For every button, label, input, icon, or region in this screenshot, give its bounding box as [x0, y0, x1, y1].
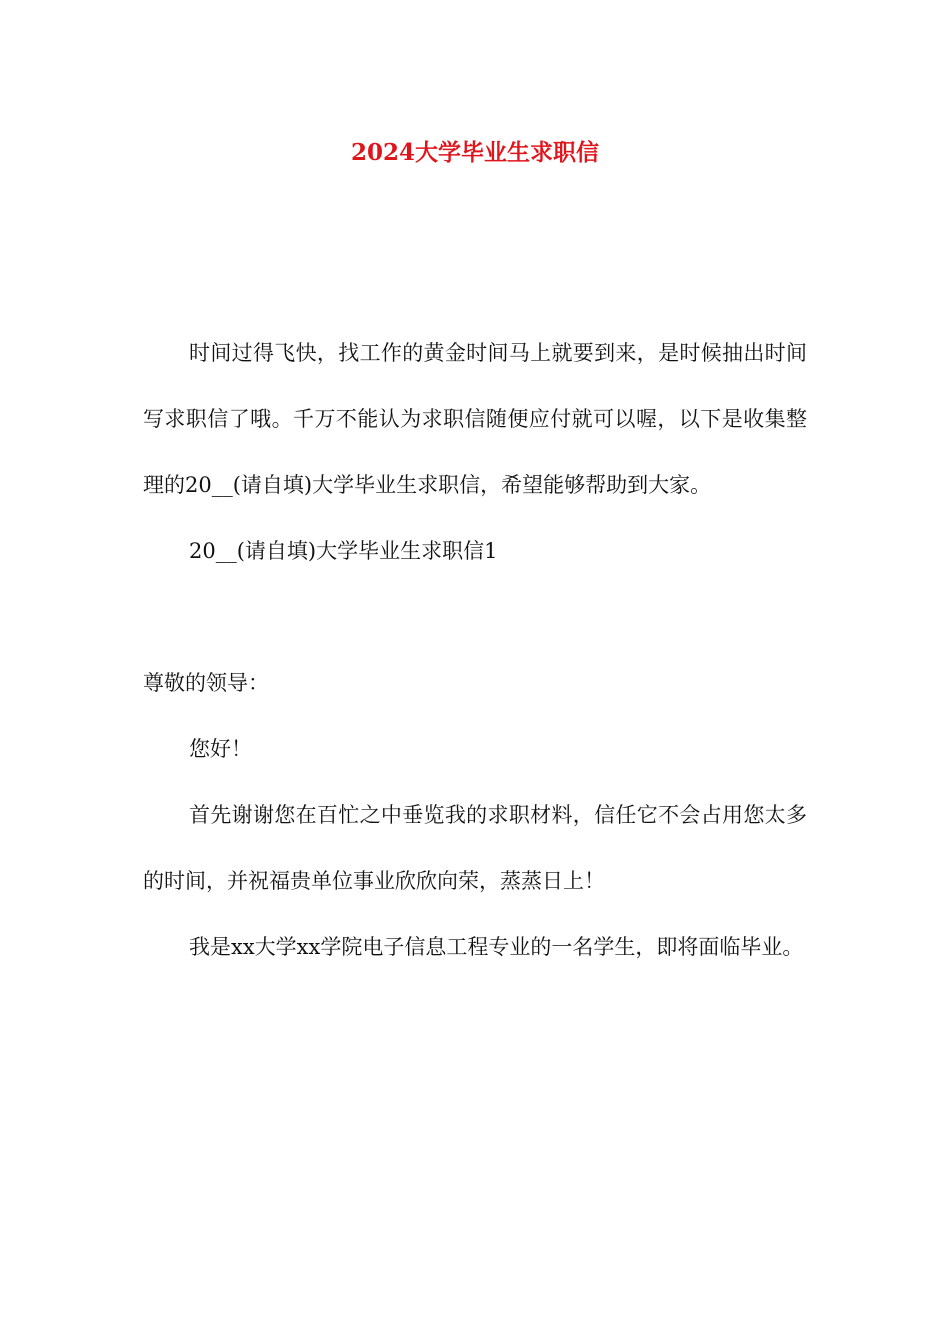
self-intro-paragraph: 我是xx大学xx学院电子信息工程专业的一名学生，即将面临毕业。	[189, 935, 804, 959]
thanks-paragraph: 首先谢谢您在百忙之中垂览我的求职材料，信任它不会占用您太多的时间，并祝福贵单位事业欣欣向荣，蒸蒸日上！	[143, 803, 807, 893]
salutation: 尊敬的领导：	[143, 671, 269, 695]
greeting: 您好！	[189, 737, 252, 761]
intro-paragraph: 时间过得飞快，找工作的黄金时间马上就要到来，是时候抽出时间写求职信了哦。千万不能认为求职信随便应付就可以喔，以下是收集整理的20__(请自填)大学毕业生求职信，希望能够帮助到大家。	[143, 341, 807, 497]
section-heading: 20__(请自填)大学毕业生求职信1	[189, 539, 498, 563]
document-title: 2024大学毕业生求职信	[350, 139, 599, 166]
document-body	[143, 320, 807, 980]
